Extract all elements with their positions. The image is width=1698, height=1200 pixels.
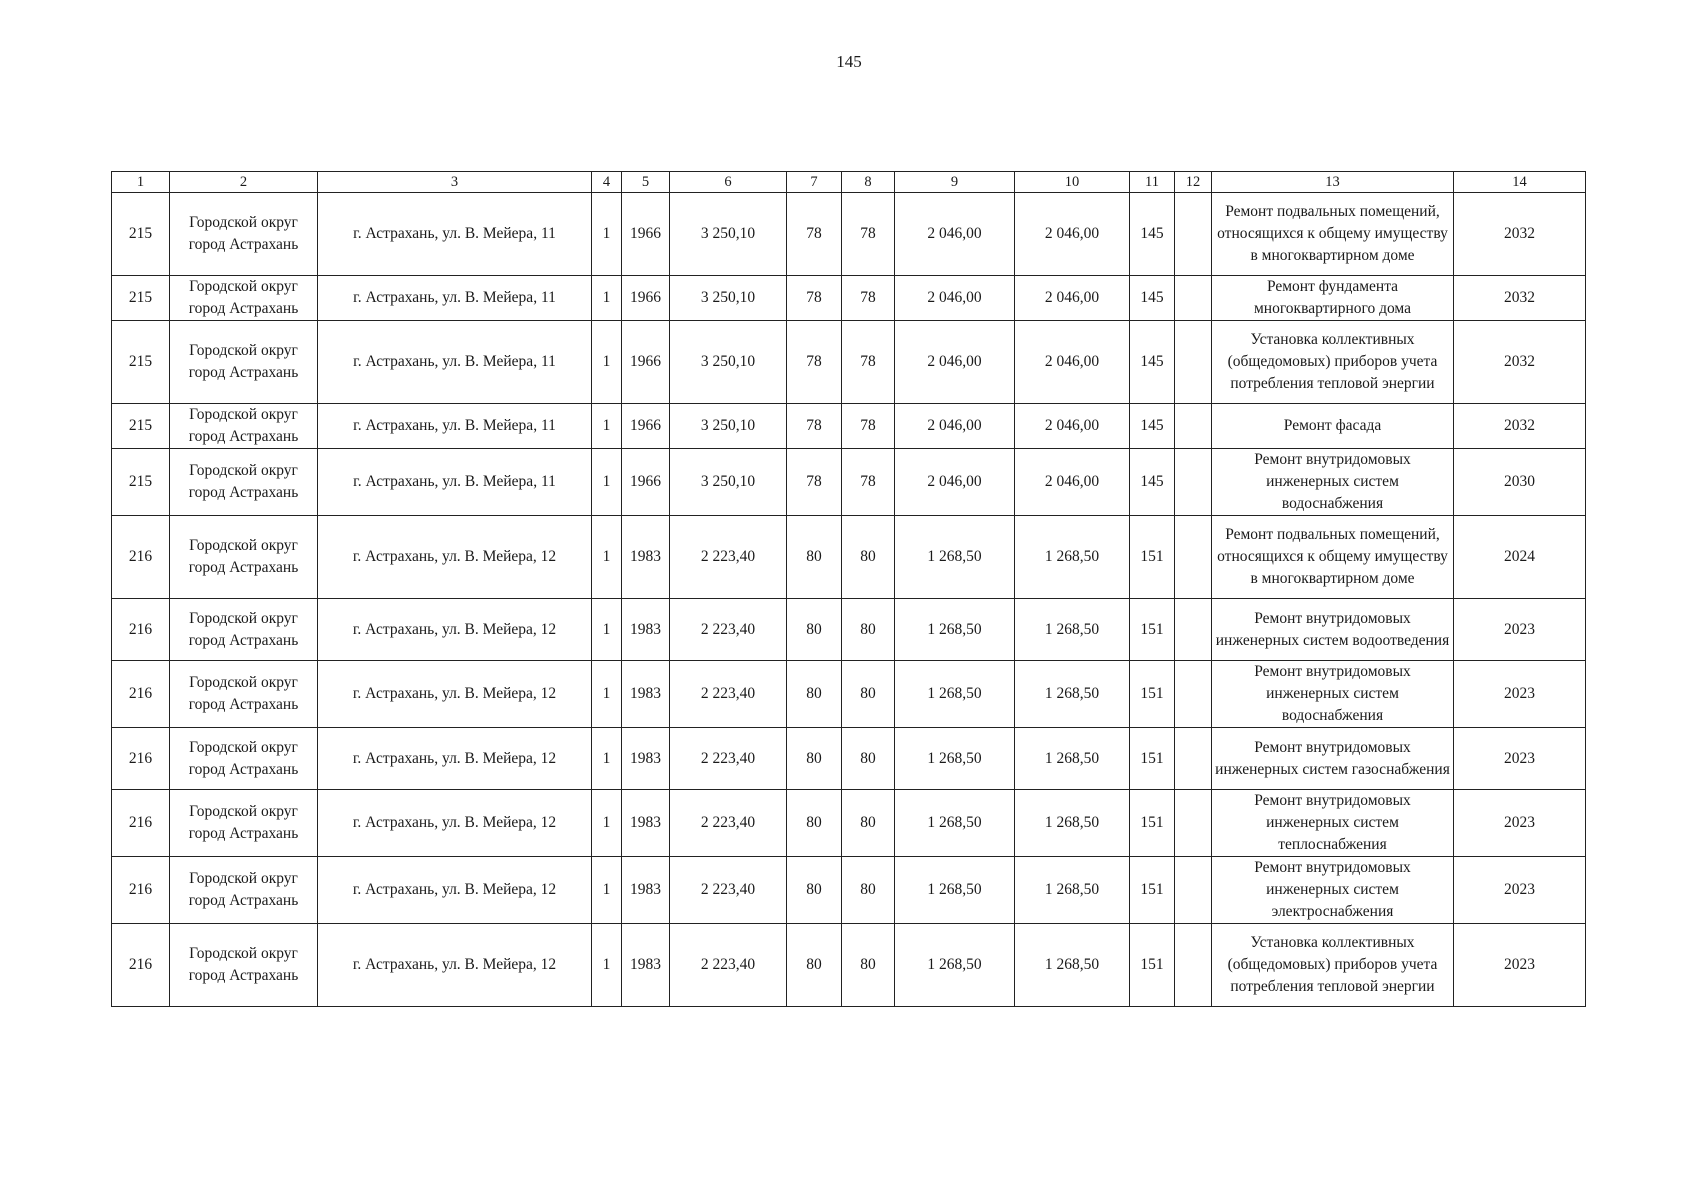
column-number: 6 [670, 172, 787, 193]
address-cell: г. Астрахань, ул. В. Мейера, 11 [318, 193, 592, 276]
col-9-cell: 1 268,50 [895, 924, 1015, 1007]
col-9-cell: 1 268,50 [895, 516, 1015, 599]
row-number: 215 [112, 321, 170, 404]
table-row [112, 404, 1586, 449]
col-12-cell [1175, 790, 1212, 857]
col-4-cell: 1 [592, 193, 622, 276]
work-type-cell: Ремонт фасада [1212, 404, 1454, 449]
total-area-cell: 2 223,40 [670, 857, 787, 924]
col-7-cell: 78 [787, 449, 842, 516]
col-4-cell: 1 [592, 924, 622, 1007]
column-number: 5 [622, 172, 670, 193]
col-8-cell: 80 [842, 790, 895, 857]
col-12-cell [1175, 276, 1212, 321]
work-type-cell: Ремонт фундамента многоквартирного дома [1212, 276, 1454, 321]
municipality-cell: Городской округ город Астрахань [170, 404, 318, 449]
col-11-cell: 151 [1130, 728, 1175, 790]
row-number: 216 [112, 857, 170, 924]
col-11-cell: 145 [1130, 449, 1175, 516]
col-11-cell: 151 [1130, 599, 1175, 661]
plan-year-cell: 2032 [1454, 193, 1586, 276]
column-number: 12 [1175, 172, 1212, 193]
col-7-cell: 78 [787, 276, 842, 321]
plan-year-cell: 2024 [1454, 516, 1586, 599]
table-row [112, 857, 1586, 924]
address-cell: г. Астрахань, ул. В. Мейера, 12 [318, 516, 592, 599]
year-built-cell: 1966 [622, 404, 670, 449]
col-11-cell: 145 [1130, 193, 1175, 276]
table-row [112, 924, 1586, 1007]
col-7-cell: 80 [787, 599, 842, 661]
plan-year-cell: 2030 [1454, 449, 1586, 516]
col-4-cell: 1 [592, 857, 622, 924]
col-4-cell: 1 [592, 661, 622, 728]
col-12-cell [1175, 193, 1212, 276]
total-area-cell: 2 223,40 [670, 790, 787, 857]
municipality-cell: Городской округ город Астрахань [170, 728, 318, 790]
work-type-cell: Установка коллективных (общедомовых) приборов учета потребления тепловой энергии [1212, 924, 1454, 1007]
table-row [112, 728, 1586, 790]
work-type-cell: Ремонт внутридомовых инженерных систем водоснабжения [1212, 661, 1454, 728]
page-number: 145 [836, 52, 862, 71]
col-9-cell: 2 046,00 [895, 321, 1015, 404]
col-9-cell: 2 046,00 [895, 276, 1015, 321]
total-area-cell: 3 250,10 [670, 321, 787, 404]
col-12-cell [1175, 321, 1212, 404]
row-number: 215 [112, 404, 170, 449]
row-number: 216 [112, 661, 170, 728]
address-cell: г. Астрахань, ул. В. Мейера, 12 [318, 790, 592, 857]
municipality-cell: Городской округ город Астрахань [170, 661, 318, 728]
plan-year-cell: 2023 [1454, 790, 1586, 857]
col-8-cell: 80 [842, 857, 895, 924]
col-7-cell: 80 [787, 516, 842, 599]
col-10-cell: 1 268,50 [1015, 790, 1130, 857]
table-row [112, 790, 1586, 857]
total-area-cell: 2 223,40 [670, 516, 787, 599]
municipality-cell: Городской округ город Астрахань [170, 516, 318, 599]
work-type-cell: Ремонт подвальных помещений, относящихся к общему имуществу в многоквартирном доме [1212, 516, 1454, 599]
col-4-cell: 1 [592, 321, 622, 404]
col-10-cell: 2 046,00 [1015, 449, 1130, 516]
col-10-cell: 1 268,50 [1015, 661, 1130, 728]
year-built-cell: 1983 [622, 728, 670, 790]
col-11-cell: 151 [1130, 924, 1175, 1007]
col-9-cell: 1 268,50 [895, 728, 1015, 790]
municipality-cell: Городской округ город Астрахань [170, 449, 318, 516]
column-number: 4 [592, 172, 622, 193]
col-11-cell: 151 [1130, 661, 1175, 728]
column-number: 8 [842, 172, 895, 193]
col-11-cell: 145 [1130, 321, 1175, 404]
col-10-cell: 2 046,00 [1015, 404, 1130, 449]
work-type-cell: Ремонт внутридомовых инженерных систем теплоснабжения [1212, 790, 1454, 857]
total-area-cell: 2 223,40 [670, 728, 787, 790]
total-area-cell: 3 250,10 [670, 276, 787, 321]
col-8-cell: 80 [842, 728, 895, 790]
col-8-cell: 78 [842, 404, 895, 449]
address-cell: г. Астрахань, ул. В. Мейера, 12 [318, 857, 592, 924]
plan-year-cell: 2032 [1454, 276, 1586, 321]
table-row [112, 516, 1586, 599]
total-area-cell: 2 223,40 [670, 599, 787, 661]
work-type-cell: Ремонт внутридомовых инженерных систем водоснабжения [1212, 449, 1454, 516]
col-12-cell [1175, 516, 1212, 599]
col-7-cell: 80 [787, 924, 842, 1007]
plan-year-cell: 2032 [1454, 404, 1586, 449]
col-7-cell: 80 [787, 728, 842, 790]
column-number: 9 [895, 172, 1015, 193]
municipality-cell: Городской округ город Астрахань [170, 790, 318, 857]
col-8-cell: 80 [842, 599, 895, 661]
table-row [112, 321, 1586, 404]
column-number: 10 [1015, 172, 1130, 193]
row-number: 216 [112, 728, 170, 790]
col-9-cell: 1 268,50 [895, 790, 1015, 857]
column-number: 14 [1454, 172, 1586, 193]
municipality-cell: Городской округ город Астрахань [170, 193, 318, 276]
year-built-cell: 1983 [622, 516, 670, 599]
municipality-cell: Городской округ город Астрахань [170, 924, 318, 1007]
column-number: 7 [787, 172, 842, 193]
row-number: 216 [112, 599, 170, 661]
col-9-cell: 2 046,00 [895, 404, 1015, 449]
address-cell: г. Астрахань, ул. В. Мейера, 11 [318, 404, 592, 449]
col-7-cell: 80 [787, 790, 842, 857]
col-10-cell: 2 046,00 [1015, 193, 1130, 276]
municipality-cell: Городской округ город Астрахань [170, 857, 318, 924]
col-8-cell: 78 [842, 321, 895, 404]
col-4-cell: 1 [592, 449, 622, 516]
col-7-cell: 78 [787, 404, 842, 449]
work-type-cell: Установка коллективных (общедомовых) приборов учета потребления тепловой энергии [1212, 321, 1454, 404]
col-8-cell: 78 [842, 276, 895, 321]
year-built-cell: 1983 [622, 790, 670, 857]
year-built-cell: 1966 [622, 321, 670, 404]
col-7-cell: 80 [787, 857, 842, 924]
address-cell: г. Астрахань, ул. В. Мейера, 11 [318, 449, 592, 516]
row-number: 215 [112, 276, 170, 321]
year-built-cell: 1966 [622, 276, 670, 321]
work-type-cell: Ремонт внутридомовых инженерных систем газоснабжения [1212, 728, 1454, 790]
col-10-cell: 1 268,50 [1015, 599, 1130, 661]
table-row [112, 276, 1586, 321]
year-built-cell: 1983 [622, 661, 670, 728]
col-7-cell: 78 [787, 193, 842, 276]
col-10-cell: 1 268,50 [1015, 728, 1130, 790]
column-number: 2 [170, 172, 318, 193]
col-10-cell: 2 046,00 [1015, 276, 1130, 321]
municipality-cell: Городской округ город Астрахань [170, 599, 318, 661]
plan-year-cell: 2023 [1454, 924, 1586, 1007]
work-type-cell: Ремонт внутридомовых инженерных систем электроснабжения [1212, 857, 1454, 924]
column-number: 1 [112, 172, 170, 193]
col-10-cell: 1 268,50 [1015, 857, 1130, 924]
work-type-cell: Ремонт внутридомовых инженерных систем водоотведения [1212, 599, 1454, 661]
total-area-cell: 2 223,40 [670, 924, 787, 1007]
col-9-cell: 1 268,50 [895, 857, 1015, 924]
work-type-cell: Ремонт подвальных помещений, относящихся к общему имуществу в многоквартирном доме [1212, 193, 1454, 276]
col-8-cell: 80 [842, 516, 895, 599]
col-7-cell: 80 [787, 661, 842, 728]
plan-year-cell: 2032 [1454, 321, 1586, 404]
col-8-cell: 80 [842, 661, 895, 728]
col-9-cell: 1 268,50 [895, 599, 1015, 661]
plan-year-cell: 2023 [1454, 728, 1586, 790]
col-4-cell: 1 [592, 599, 622, 661]
col-4-cell: 1 [592, 728, 622, 790]
table-row [112, 661, 1586, 728]
address-cell: г. Астрахань, ул. В. Мейера, 12 [318, 924, 592, 1007]
address-cell: г. Астрахань, ул. В. Мейера, 11 [318, 321, 592, 404]
repair-schedule-table [111, 171, 1586, 1007]
plan-year-cell: 2023 [1454, 599, 1586, 661]
address-cell: г. Астрахань, ул. В. Мейера, 12 [318, 599, 592, 661]
total-area-cell: 3 250,10 [670, 404, 787, 449]
col-11-cell: 145 [1130, 276, 1175, 321]
year-built-cell: 1966 [622, 449, 670, 516]
col-4-cell: 1 [592, 276, 622, 321]
col-11-cell: 151 [1130, 790, 1175, 857]
col-9-cell: 2 046,00 [895, 193, 1015, 276]
col-10-cell: 2 046,00 [1015, 321, 1130, 404]
address-cell: г. Астрахань, ул. В. Мейера, 12 [318, 661, 592, 728]
year-built-cell: 1983 [622, 857, 670, 924]
row-number: 215 [112, 449, 170, 516]
col-11-cell: 151 [1130, 516, 1175, 599]
row-number: 216 [112, 924, 170, 1007]
col-12-cell [1175, 924, 1212, 1007]
col-4-cell: 1 [592, 516, 622, 599]
total-area-cell: 3 250,10 [670, 449, 787, 516]
year-built-cell: 1966 [622, 193, 670, 276]
col-12-cell [1175, 728, 1212, 790]
col-8-cell: 80 [842, 924, 895, 1007]
municipality-cell: Городской округ город Астрахань [170, 321, 318, 404]
column-number: 11 [1130, 172, 1175, 193]
col-11-cell: 145 [1130, 404, 1175, 449]
col-12-cell [1175, 404, 1212, 449]
column-number: 13 [1212, 172, 1454, 193]
year-built-cell: 1983 [622, 924, 670, 1007]
table-row [112, 449, 1586, 516]
col-4-cell: 1 [592, 790, 622, 857]
col-10-cell: 1 268,50 [1015, 516, 1130, 599]
col-8-cell: 78 [842, 449, 895, 516]
total-area-cell: 3 250,10 [670, 193, 787, 276]
col-11-cell: 151 [1130, 857, 1175, 924]
col-12-cell [1175, 599, 1212, 661]
col-8-cell: 78 [842, 193, 895, 276]
plan-year-cell: 2023 [1454, 857, 1586, 924]
address-cell: г. Астрахань, ул. В. Мейера, 12 [318, 728, 592, 790]
municipality-cell: Городской округ город Астрахань [170, 276, 318, 321]
row-number: 216 [112, 790, 170, 857]
col-12-cell [1175, 449, 1212, 516]
row-number: 216 [112, 516, 170, 599]
col-4-cell: 1 [592, 404, 622, 449]
column-number: 3 [318, 172, 592, 193]
plan-year-cell: 2023 [1454, 661, 1586, 728]
col-9-cell: 2 046,00 [895, 449, 1015, 516]
col-7-cell: 78 [787, 321, 842, 404]
total-area-cell: 2 223,40 [670, 661, 787, 728]
column-number-row [112, 172, 1586, 193]
row-number: 215 [112, 193, 170, 276]
table-row [112, 599, 1586, 661]
col-12-cell [1175, 661, 1212, 728]
table-row [112, 193, 1586, 276]
col-10-cell: 1 268,50 [1015, 924, 1130, 1007]
col-9-cell: 1 268,50 [895, 661, 1015, 728]
col-12-cell [1175, 857, 1212, 924]
year-built-cell: 1983 [622, 599, 670, 661]
address-cell: г. Астрахань, ул. В. Мейера, 11 [318, 276, 592, 321]
